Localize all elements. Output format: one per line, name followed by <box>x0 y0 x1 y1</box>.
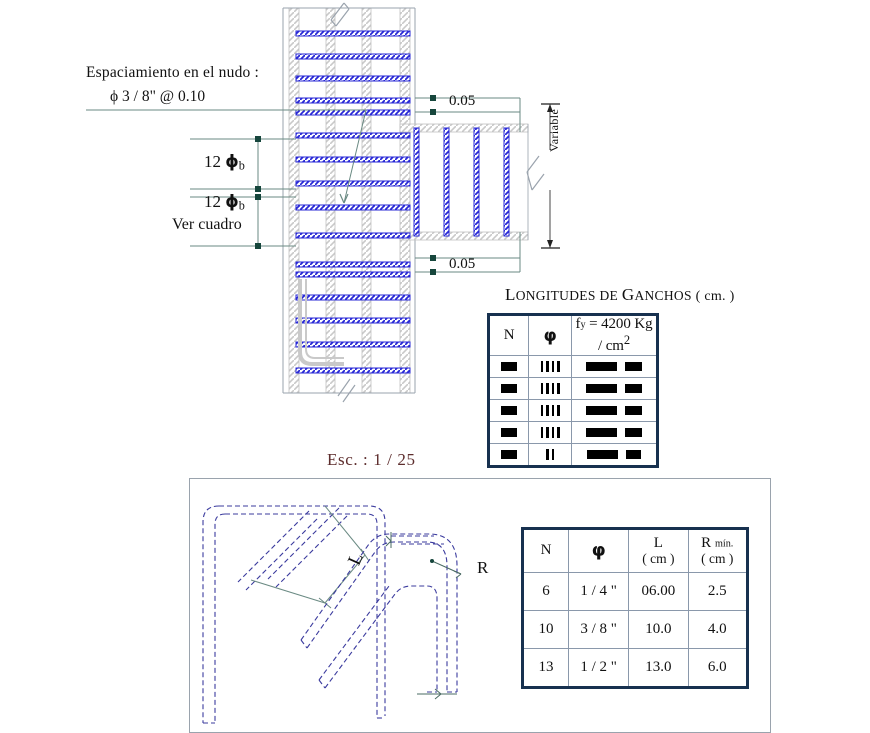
cell-n-redacted <box>489 378 529 400</box>
label-12-value-2: 12 <box>204 192 221 211</box>
detail-table-body <box>523 573 748 688</box>
hooks-table-body <box>489 356 658 467</box>
label-12-value: 12 <box>204 152 221 171</box>
header-l <box>629 529 688 573</box>
cell-n: 13 <box>523 649 569 688</box>
column-stirrups <box>296 31 410 373</box>
hook-180-detail <box>301 534 457 692</box>
cell-l: 13.0 <box>629 649 688 688</box>
label-12-phi-b-lower <box>204 192 245 214</box>
header-r-unit: ( cm ) <box>701 550 734 566</box>
phi-subscript: b <box>238 158 245 173</box>
dimension-label-cover-top: 0.05 <box>449 93 476 109</box>
label-12-phi-b-upper <box>204 152 245 174</box>
cell-phi: 1 / 2 " <box>569 649 629 688</box>
header-n: N <box>523 529 569 573</box>
table-header-row <box>489 315 658 356</box>
see-table-note: Ver cuadro <box>172 216 242 233</box>
table-row <box>489 422 658 444</box>
cell-l: 10.0 <box>629 611 688 649</box>
cell-n: 10 <box>523 611 569 649</box>
break-symbol-bottom <box>338 379 355 402</box>
cell-r: 6.0 <box>688 649 747 688</box>
table-row <box>523 573 748 611</box>
cell-phi: 3 / 8 " <box>569 611 629 649</box>
scale-label: Esc. : 1 / 25 <box>327 450 416 469</box>
cell-n: 6 <box>523 573 569 611</box>
cell-fy-redacted <box>572 422 658 444</box>
cell-n-redacted <box>489 400 529 422</box>
phi-icon-2: ϕ <box>225 192 239 212</box>
cell-fy-redacted <box>572 378 658 400</box>
label-L: L <box>344 549 368 569</box>
hook-bottom-tick <box>417 689 457 699</box>
table-row <box>489 400 658 422</box>
cell-phi-redacted <box>529 444 572 467</box>
cell-n-redacted <box>489 444 529 467</box>
header-r <box>688 529 747 573</box>
cell-phi-redacted <box>529 400 572 422</box>
spacing-note-title: Espaciamiento en el nudo : <box>86 64 260 81</box>
cell-phi-redacted <box>529 356 572 378</box>
cell-fy-redacted <box>572 356 658 378</box>
table-row <box>489 378 658 400</box>
hooks-table <box>487 313 659 468</box>
cell-phi-redacted <box>529 422 572 444</box>
cell-l: 06.00 <box>629 573 688 611</box>
cell-phi: 1 / 4 " <box>569 573 629 611</box>
table-row <box>523 649 748 688</box>
detail-table <box>521 527 749 689</box>
break-symbol-beam <box>527 156 544 190</box>
table-row <box>489 444 658 467</box>
beam-stirrups <box>414 128 509 236</box>
cell-fy-redacted <box>572 400 658 422</box>
phi-icon: ϕ <box>225 152 239 172</box>
header-n: N <box>489 315 529 356</box>
header-phi: φ <box>569 529 629 573</box>
dimension-label-cover-bottom: 0.05 <box>449 256 476 272</box>
label-R: R <box>477 558 489 577</box>
cell-n-redacted <box>489 356 529 378</box>
table-header-row <box>523 529 748 573</box>
header-l-main: L <box>653 535 663 552</box>
dimension-label-variable: Variable <box>547 108 561 152</box>
phi-subscript-2: b <box>238 198 245 213</box>
cell-n-redacted <box>489 422 529 444</box>
header-phi: φ <box>529 315 572 356</box>
column-outline <box>283 8 415 393</box>
header-r-main: R mín. <box>701 535 734 552</box>
cell-fy-redacted <box>572 444 658 467</box>
header-l-unit: ( cm ) <box>642 550 675 566</box>
header-fy: fy = 4200 Kg / $cm^2$ <box>572 315 658 356</box>
stirrup-detail <box>203 506 385 723</box>
table-row <box>489 356 658 378</box>
hooks-table-title: LONGITUDES DE GANCHOS ( cm. ) <box>505 285 735 304</box>
cell-phi-redacted <box>529 378 572 400</box>
spacing-note-value: ϕ 3 / 8" @ 0.10 <box>110 88 206 105</box>
cell-r: 4.0 <box>688 611 747 649</box>
cell-r: 2.5 <box>688 573 747 611</box>
table-row <box>523 611 748 649</box>
